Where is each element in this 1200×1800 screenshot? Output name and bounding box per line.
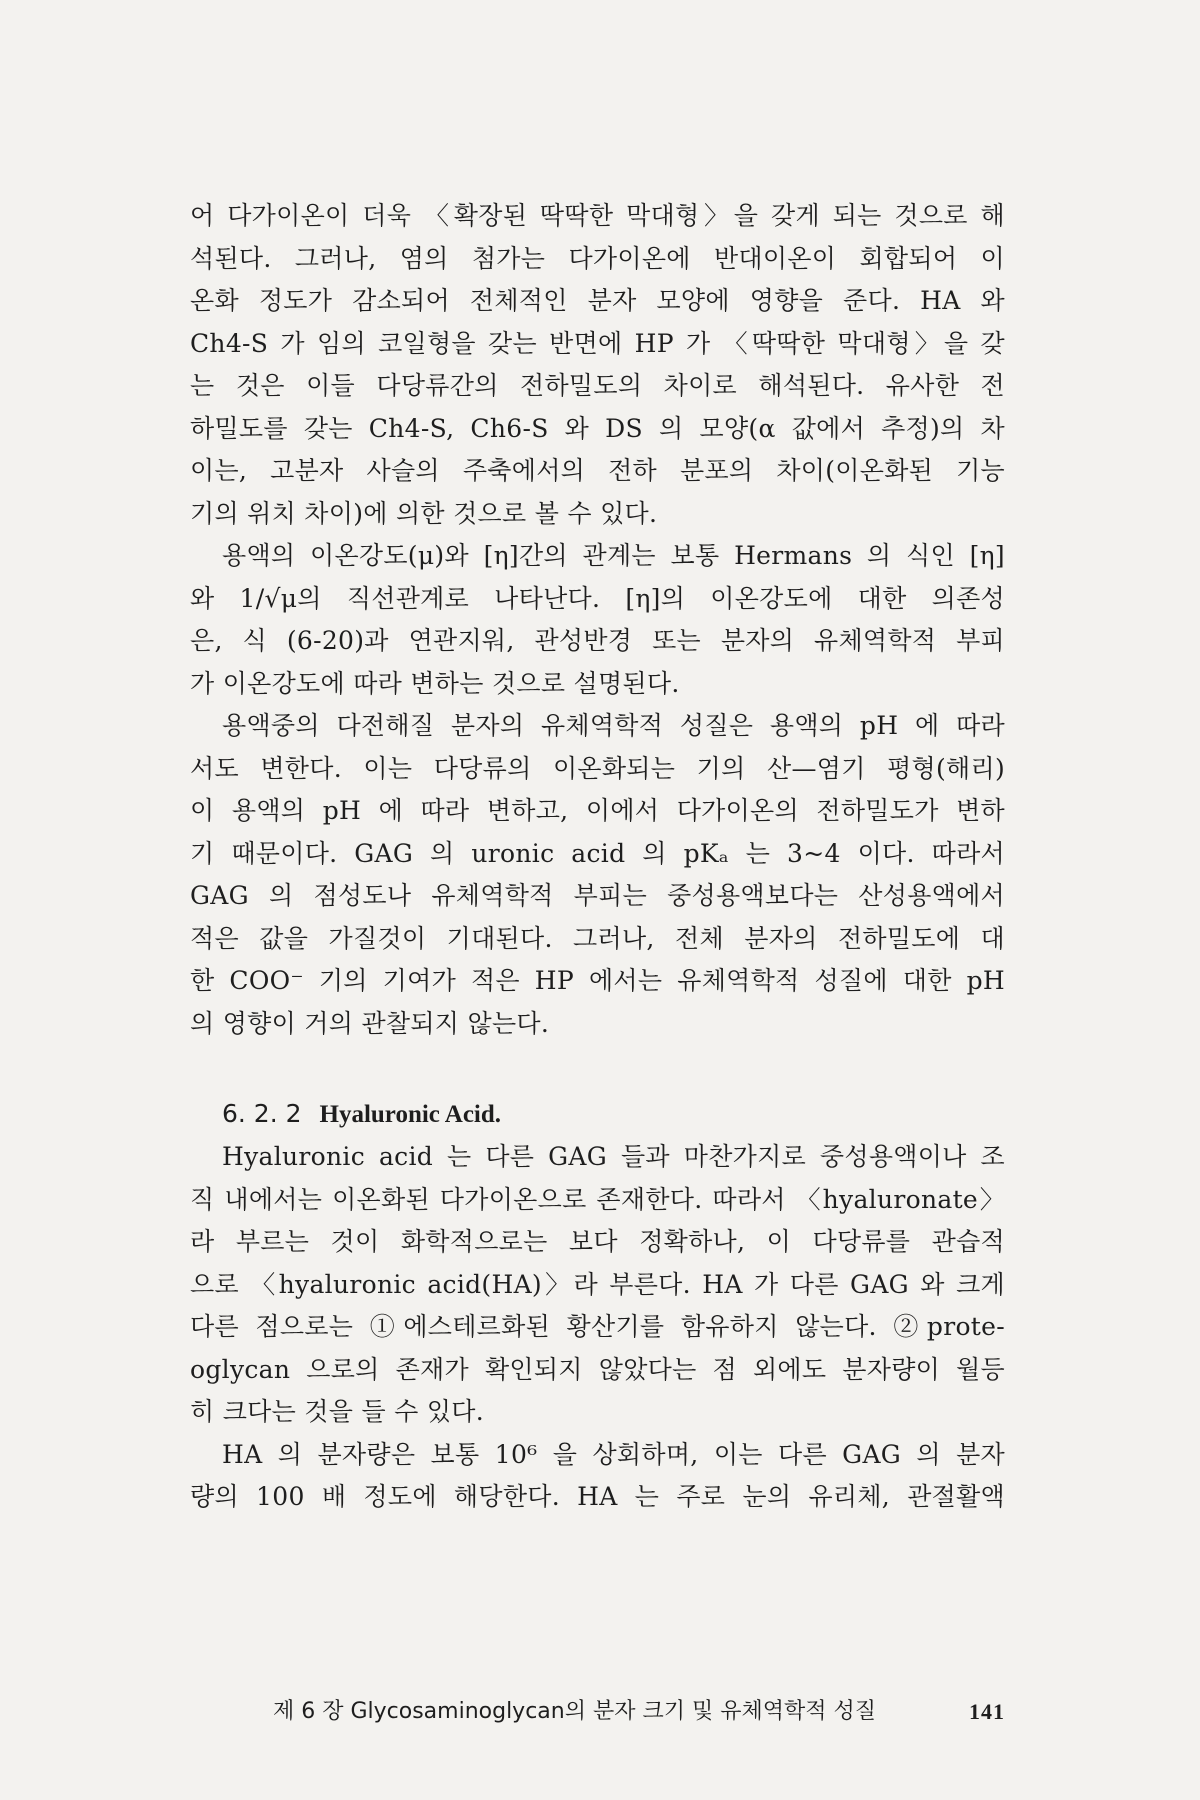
- text-line: oglycan 으로의 존재가 확인되지 않았다는 점 외에도 분자량이 월등: [190, 1354, 1005, 1384]
- text-line: 히 크다는 것을 들 수 있다.: [190, 1397, 484, 1426]
- text-line: 석된다. 그러나, 염의 첨가는 다가이온에 반대이온이 회합되어 이: [190, 243, 1005, 273]
- text-line: HA 의 분자량은 보통 10⁶ 을 상회하며, 이는 다른 GAG 의 분자: [222, 1439, 1005, 1469]
- section-heading: [190, 1092, 1005, 1136]
- text-line: 온화 정도가 감소되어 전체적인 분자 모양에 영향을 준다. HA 와: [190, 286, 1005, 315]
- text-line: Hyaluronic acid 는 다른 GAG 들과 마찬가지로 중성용액이나 조: [222, 1142, 1005, 1171]
- section-number: 6. 2. 2: [222, 1099, 302, 1128]
- paragraph: [190, 705, 1005, 1045]
- text-line: GAG 의 점성도나 유체역학적 부피는 중성용액보다는 산성용액에서: [190, 881, 1005, 910]
- page-body: [190, 195, 1005, 1519]
- text-line: 은, 식 (6-20)과 연관지워, 관성반경 또는 분자의 유체역학적 부피: [190, 626, 1005, 655]
- text-line: 가 이온강도에 따라 변하는 것으로 설명된다.: [190, 668, 680, 698]
- text-line: 량의 100 배 정도에 해당한다. HA 는 주로 눈의 유리체, 관절활액: [190, 1482, 1005, 1511]
- text-line: 적은 값을 가질것이 기대된다. 그러나, 전체 분자의 전하밀도에 대: [190, 923, 1005, 953]
- paragraph: [190, 535, 1005, 705]
- text-line: 기 때문이다. GAG 의 uronic acid 의 pKₐ 는 3~4 이다. 따라서: [190, 838, 1005, 868]
- text-line: 이 용액의 pH 에 따라 변하고, 이에서 다가이온의 전하밀도가 변하: [190, 796, 1005, 825]
- paragraph: [190, 1434, 1005, 1519]
- section-title: Hyaluronic Acid.: [319, 1101, 502, 1128]
- text-line: 의 영향이 거의 관찰되지 않는다.: [190, 1008, 550, 1038]
- text-line: 용액의 이온강도(μ)와 [η]간의 관계는 보통 Hermans 의 식인 [η]: [222, 541, 1005, 570]
- running-head: 제 6 장 Glycosaminoglycan의 분자 크기 및 유체역학적 성질: [273, 1699, 876, 1724]
- text-line: 이는, 고분자 사슬의 주축에서의 전하 분포의 차이(이온화된 기능: [190, 456, 1005, 485]
- section-spacer: [190, 1045, 1005, 1092]
- text-line: 와 1/√μ의 직선관계로 나타난다. [η]의 이온강도에 대한 의존성: [190, 583, 1005, 613]
- text-line: 서도 변한다. 이는 다당류의 이온화되는 기의 산—염기 평형(해리): [190, 753, 1005, 783]
- page-footer: [273, 1694, 1005, 1730]
- page-number: 141: [969, 1699, 1005, 1724]
- text-line: 기의 위치 차이)에 의한 것으로 볼 수 있다.: [190, 498, 658, 528]
- text-line: 직 내에서는 이온화된 다가이온으로 존재한다. 따라서 〈hyaluronate〉: [190, 1184, 1005, 1214]
- text-line: Ch4-S 가 임의 코일형을 갖는 반면에 HP 가 〈딱딱한 막대형〉을 갖: [190, 328, 1005, 358]
- paragraph: [190, 195, 1005, 535]
- text-line: 으로 〈hyaluronic acid(HA)〉라 부른다. HA 가 다른 GAG 와 크게: [190, 1269, 1005, 1299]
- paragraph: [190, 1136, 1005, 1434]
- text-line: 는 것은 이들 다당류간의 전하밀도의 차이로 해석된다. 유사한 전: [190, 371, 1005, 400]
- text-line: 어 다가이온이 더욱 〈확장된 딱딱한 막대형〉을 갖게 되는 것으로 해: [190, 201, 1005, 230]
- text-line: 다른 점으로는 ①에스테르화된 황산기를 함유하지 않는다. ②prote-: [190, 1312, 1005, 1341]
- text-line: 하밀도를 갖는 Ch4-S, Ch6-S 와 DS 의 모양(α 값에서 추정)의 차: [190, 413, 1005, 443]
- text-line: 한 COO⁻ 기의 기여가 적은 HP 에서는 유체역학적 성질에 대한 pH: [190, 966, 1005, 995]
- text-line: 라 부르는 것이 화학적으로는 보다 정확하나, 이 다당류를 관습적: [190, 1227, 1005, 1256]
- text-line: 용액중의 다전해질 분자의 유체역학적 성질은 용액의 pH 에 따라: [222, 711, 1005, 740]
